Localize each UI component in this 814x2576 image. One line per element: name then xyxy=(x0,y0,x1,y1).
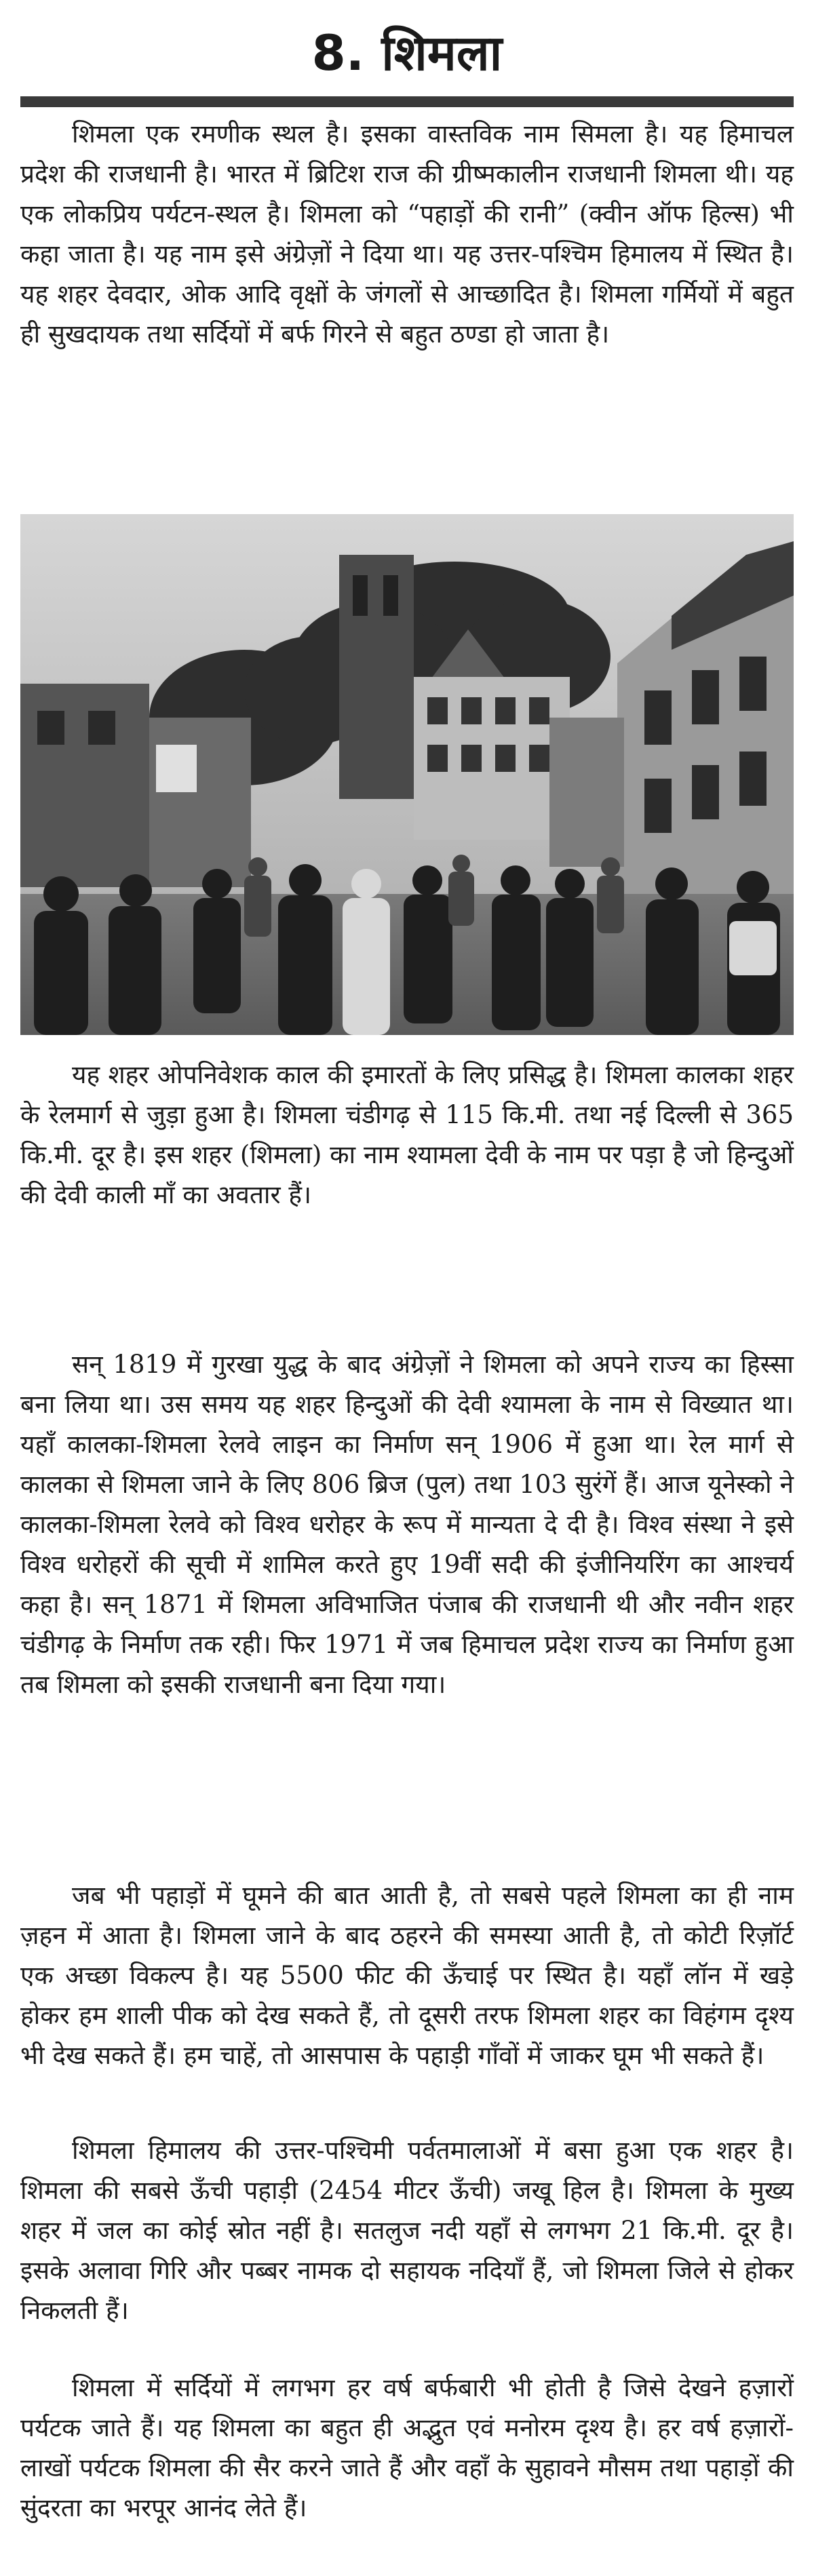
paragraph-colonial: यह शहर ओपनिवेशक काल की इमारतों के लिए प्रसिद्ध है। शिमला कालका शहर के रेलमार्ग से जुड़ा हुआ है। शिमला चंडीगढ़ से 115 कि.मी. तथा नई दिल्ली से 365 कि.मी. दूर है। इस शहर (शिमला) का नाम श्यामला देवी के नाम पर पड़ा है जो हिन्दुओं की देवी काली माँ का अवतार हैं। xyxy=(20,1060,794,1209)
photo-illustration xyxy=(20,514,794,1035)
paragraph-tourism: जब भी पहाड़ों में घूमने की बात आती है, तो सबसे पहले शिमला का ही नाम ज़हन में आता है। शिमला जाने के बाद ठहरने की समस्या आती है, तो कोटी रिज़ॉर्ट एक अच्छा विकल्प है। यह 5500 फीट की ऊँचाई पर स्थित है। यहाँ लॉन में खड़े होकर हम शाली पीक को देख सकते हैं, तो दूसरी तरफ शिमला शहर का विहंगम दृश्य भी देख सकते हैं। हम चाहें, तो आसपास के पहाड़ी गाँवों में जाकर घूम भी सकते हैं। xyxy=(20,1881,794,2070)
shimla-mall-road-photo xyxy=(20,514,794,1035)
center-building xyxy=(414,677,570,840)
chapter-title: 8. शिमला xyxy=(311,24,503,81)
paragraph-snowfall: शिमला में सर्दियों में लगभग हर वर्ष बर्फबारी भी होती है जिसे देखने हज़ारों पर्यटक जाते हैं। यह शिमला का बहुत ही अद्भुत एवं मनोरम दृश्य है। हर वर्ष हज़ारों-लाखों पर्यटक शिमला की सैर करने जाते हैं और वहाँ के सुहावने मौसम तथा पहाड़ों की सुंदरता का भरपूर आनंद लेते हैं। xyxy=(20,2373,794,2522)
paragraph-history: सन् 1819 में गुरखा युद्ध के बाद अंग्रेज़ों ने शिमला को अपने राज्य का हिस्सा बना लिया था। उस समय यह शहर हिन्दुओं की देवी श्यामला के नाम से विख्यात था। यहाँ कालका-शिमला रेलवे लाइन का निर्माण सन् 1906 में हुआ था। रेल मार्ग से कालका से शिमला जाने के लिए 806 ब्रिज (पुल) तथा 103 सुरंगें हैं। आज यूनेस्को ने कालका-शिमला रेलवे को विश्व धरोहर के रूप में मान्यता दे दी है। विश्व संस्था ने इसे विश्व धरोहरों की सूची में शामिल करते हुए 19वीं सदी की इंजीनियरिंग का आश्चर्य कहा है। सन् 1871 में शिमला अविभाजित पंजाब की राजधानी थी और नवीन शहर चंडीगढ़ के निर्माण तक रही। फिर 1971 में जब हिमाचल प्रदेश राज्य का निर्माण हुआ तब शिमला को इसकी राजधानी बना दिया गया। xyxy=(20,1350,794,1699)
title-divider xyxy=(20,96,794,107)
paragraph-intro: शिमला एक रमणीक स्थल है। इसका वास्तविक नाम सिमला है। यह हिमाचल प्रदेश की राजधानी है। भारत में ब्रिटिश राज की ग्रीष्मकालीन राजधानी शिमला थी। यह एक लोकप्रिय पर्यटन-स्थल है। शिमला को “पहाड़ों की रानी” (क्वीन ऑफ हिल्स) भी कहा जाता है। यह नाम इसे अंग्रेज़ों ने दिया था। यह उत्तर-पश्चिम हिमालय में स्थित है। यह शहर देवदार, ओक आदि वृक्षों के जंगलों से आच्छादित है। शिमला गर्मियों में बहुत ही सुखदायक तथा सर्दियों में बर्फ गिरने से बहुत ठण्डा हो जाता है। xyxy=(20,119,794,349)
paragraph-geography: शिमला हिमालय की उत्तर-पश्चिमी पर्वतमालाओं में बसा हुआ एक शहर है। शिमला की सबसे ऊँची पहाड़ी (2454 मीटर ऊँची) जखू हिल है। शिमला के मुख्य शहर में जल का कोई स्रोत नहीं है। सतलुज नदी यहाँ से लगभग 21 कि.मी. दूर है। इसके अलावा गिरि और पब्बर नामक दो सहायक नदियाँ हैं, जो शिमला जिले से होकर निकलती हैं। xyxy=(20,2136,794,2325)
